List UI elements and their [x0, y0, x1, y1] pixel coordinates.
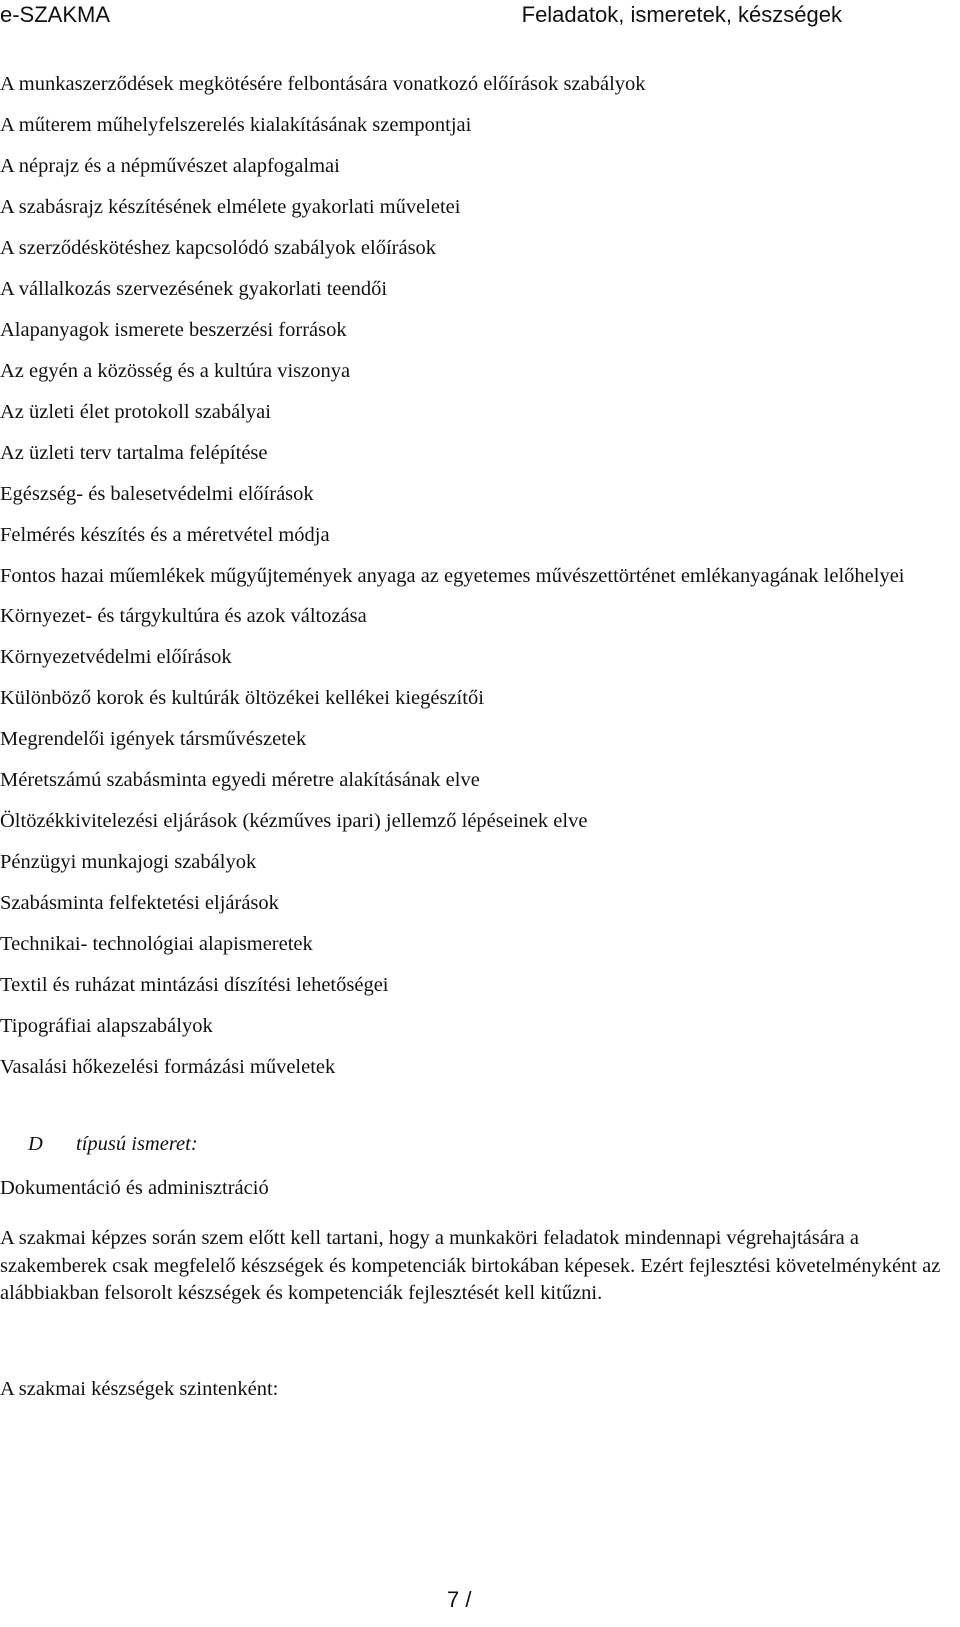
list-item: Méretszámú szabásminta egyedi méretre alakításának elve: [0, 769, 480, 791]
list-item: Megrendelői igények társművészetek: [0, 728, 307, 750]
list-item: A szerződéskötéshez kapcsolódó szabályok előírások: [0, 237, 437, 259]
list-item: Az üzleti élet protokoll szabályai: [0, 401, 271, 423]
list-item: Az üzleti terv tartalma felépítése: [0, 442, 268, 464]
list-item: A vállalkozás szervezésének gyakorlati teendői: [0, 278, 388, 300]
list-item: Egészség- és balesetvédelmi előírások: [0, 483, 314, 505]
list-item: Fontos hazai műemlékek műgyűjtemények anyaga az egyetemes művészettörténet emlékanyagának lelőhelyei: [0, 565, 905, 587]
list-item: A műterem műhelyfelszerelés kialakításának szempontjai: [0, 114, 472, 136]
list-item: Felmérés készítés és a méretvétel módja: [0, 524, 330, 546]
page-header: [0, 0, 960, 40]
list-item: Vasalási hőkezelési formázási műveletek: [0, 1056, 336, 1078]
body-paragraph: A szakmai képzes során szem előtt kell tartani, hogy a munkaköri feladatok mindennapi végrehajtására a szakemberek csak megfelelő készségek és kompetenciák birtokában képesek. Ezért fejlesztési követelményként az alábbiakban felsorolt készségek és kompetenciák fejlesztését kell kitűzni.: [0, 1227, 941, 1304]
list-item: Szabásminta felfektetési eljárások: [0, 892, 279, 914]
header-site-name: e-SZAKMA: [0, 2, 111, 27]
list-item: Környezetvédelmi előírások: [0, 646, 232, 668]
list-item: Az egyén a közösség és a kultúra viszonya: [0, 360, 351, 382]
list-item: Különböző korok és kultúrák öltözékei kellékei kiegészítői: [0, 687, 484, 709]
d-type-letter: D: [28, 1133, 43, 1155]
d-type-heading: [28, 1133, 198, 1156]
header-section-title: Feladatok, ismeretek, készségek: [521, 2, 842, 27]
list-item: Környezet- és tárgykultúra és azok változása: [0, 605, 367, 627]
list-item: Technikai- technológiai alapismeretek: [0, 933, 313, 955]
list-item: A néprajz és a népművészet alapfogalmai: [0, 155, 340, 177]
list-item: Tipográfiai alapszabályok: [0, 1015, 213, 1037]
d-type-label: típusú ismeret:: [76, 1133, 198, 1155]
list-item: A munkaszerződések megkötésére felbontására vonatkozó előírások szabályok: [0, 73, 646, 95]
list-item: Alapanyagok ismerete beszerzési források: [0, 319, 347, 341]
knowledge-list: [0, 70, 955, 1094]
page-number: 7 /: [447, 1587, 472, 1612]
list-item: Pénzügyi munkajogi szabályok: [0, 851, 257, 873]
list-item: Öltözékkivitelezési eljárások (kézműves ipari) jellemző lépéseinek elve: [0, 810, 588, 832]
list-item: Textil és ruházat mintázási díszítési lehetőségei: [0, 974, 389, 996]
skills-levels-heading: A szakmai készségek szintenként:: [0, 1378, 279, 1400]
list-item: A szabásrajz készítésének elmélete gyakorlati műveletei: [0, 196, 461, 218]
d-type-item: Dokumentáció és adminisztráció: [0, 1177, 269, 1199]
